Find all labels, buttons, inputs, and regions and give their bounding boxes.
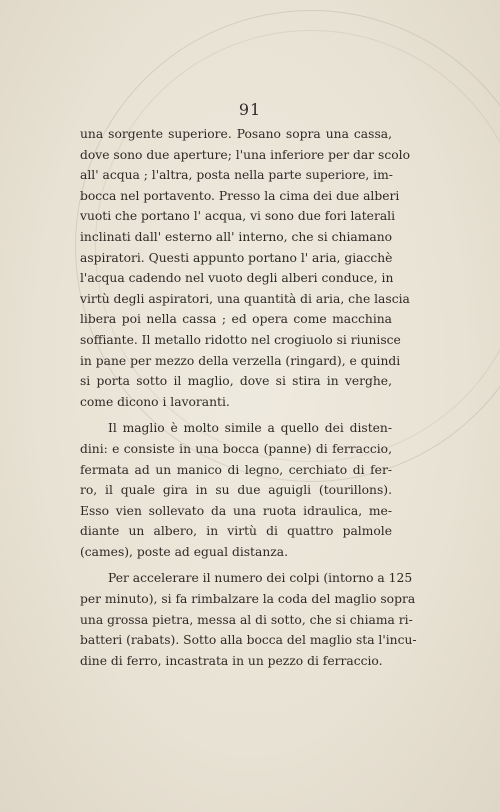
text-line: ro, il quale gira in su due aguigli (tourillons).	[80, 483, 392, 498]
text-line: vuoti che portano l' acqua, vi sono due fori laterali	[80, 209, 396, 224]
paragraph-2	[80, 418, 392, 562]
text-line: si porta sotto il maglio, dove si stira in verghe,	[80, 374, 392, 389]
paragraph-3	[80, 568, 417, 671]
page-number: 91	[238, 100, 262, 119]
text-line: batteri (rabats). Sotto alla bocca del maglio sta l'incu-	[80, 633, 417, 648]
text-line: per minuto), si fa rimbalzare la coda del maglio sopra	[80, 592, 416, 607]
text-line: virtù degli aspiratori, una quantità di aria, che lascia	[80, 291, 410, 306]
text-line: diante un albero, in virtù di quattro palmole	[80, 524, 392, 539]
text-line: una sorgente superiore. Posano sopra una cassa,	[80, 127, 392, 141]
text-line: all' acqua ; l'altra, posta nella parte superiore, im-	[80, 168, 393, 183]
body-text	[80, 124, 417, 671]
text-line: inclinati dall' esterno all' interno, che si chiamano	[80, 229, 393, 244]
text-line: (cames), poste ad egual distanza.	[80, 544, 288, 559]
paragraph-1	[80, 124, 410, 412]
text-line: in pane per mezzo della verzella (ringard), e quindi	[80, 353, 401, 368]
text-line: Esso vien sollevato da una ruota idraulica, me-	[80, 503, 392, 518]
text-line: soffiante. Il metallo ridotto nel crogiuolo si riunisce	[80, 332, 401, 347]
text-line: libera poi nella cassa ; ed opera come macchina	[80, 312, 392, 327]
text-line: bocca nel portavento. Presso la cima dei due alberi	[80, 188, 400, 203]
text-line: Il maglio è molto simile a quello dei disten-	[108, 421, 392, 436]
text-line: dove sono due aperture; l'una inferiore per dar scolo	[80, 147, 410, 162]
text-line: dine di ferro, incastrata in un pezzo di ferraccio.	[80, 653, 383, 668]
text-line: come dicono i lavoranti.	[80, 394, 230, 409]
text-line: Per accelerare il numero dei colpi (intorno a 125	[108, 571, 413, 586]
text-line: dini: e consiste in una bocca (panne) di ferraccio,	[80, 441, 392, 456]
text-line: fermata ad un manico di legno, cerchiato di fer-	[80, 462, 392, 477]
text-line: una grossa pietra, messa al di sotto, che si chiama ri-	[80, 612, 413, 627]
text-line: l'acqua cadendo nel vuoto degli alberi conduce, in	[80, 271, 394, 286]
text-line: aspiratori. Questi appunto portano l' aria, giacchè	[80, 250, 393, 265]
